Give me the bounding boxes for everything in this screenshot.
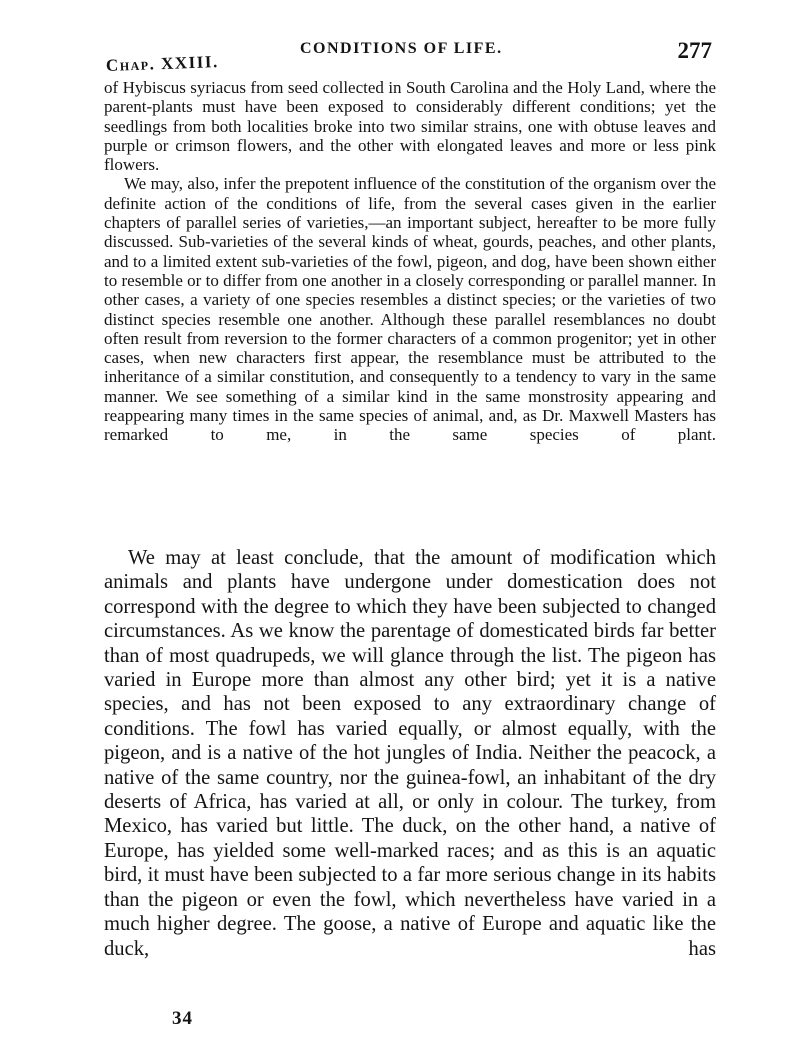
- paragraph-conclusion: We may at least conclude, that the amount of modification which animals and plants have undergone under domestication does not correspond with the degree to which they have been subjected to changed circumstances. As we know the parentage of domesticated birds far better than of most quadrupeds, we will glance through the list. The pigeon has varied in Europe more than almost any other bird; yet it is a native species, and has not been exposed to any extraordinary change of conditions. The fowl has varied equally, or almost equally, with the pigeon, and is a native of the hot jungles of India. Neither the peacock, a native of the same country, nor the guinea-fowl, an inhabitant of the dry deserts of Africa, has varied at all, or only in colour. The turkey, from Mexico, has varied but little. The duck, on the other hand, a native of Europe, has yielded some well-marked races; and as this is an aquatic bird, it must have been subjected to a far more serious change in its habits than the pigeon or even the fowl, which nevertheless have varied in a much higher degree. The goose, a native of Europe and aquatic like the duck, has: [104, 547, 716, 960]
- running-title: CONDITIONS OF LIFE.: [300, 40, 503, 57]
- page-number: 277: [677, 38, 712, 63]
- signature-mark: 34: [172, 1008, 193, 1029]
- chapter-label: Chap. XXIII.: [105, 52, 220, 75]
- main-text-block: [104, 546, 716, 961]
- paragraph-prepotent-influence: We may, also, infer the prepotent influence of the constitution of the organism over the definite action of the conditions of life, from the several cases given in the earlier chapters of parallel series of varieties,—an important subject, hereafter to be more fully discussed. Sub-varieties of the several kinds of wheat, gourds, peaches, and other plants, and to a limited extent sub-varieties of the fowl, pigeon, and dog, have been shown either to resemble or to differ from one another in a closely corresponding or parallel manner. In other cases, a variety of one species resembles a distinct species; or the varieties of two distinct species resemble one another. Although these parallel resemblances no doubt often result from reversion to the former characters of a common progenitor; yet in other cases, when new characters first appear, the resemblance must be attributed to the inheritance of a similar constitution, and consequently to a tendency to vary in the same manner. We see something of a similar kind in the same monstrosity appearing and reappearing many times in the same species of animal, and, as Dr. Maxwell Masters has remarked to me, in the same species of plant.: [104, 174, 716, 445]
- small-print-block: [104, 78, 716, 445]
- running-head: [104, 38, 716, 78]
- paragraph-hybiscus: of Hybiscus syriacus from seed collected in South Carolina and the Holy Land, where the parent-plants must have been exposed to considerably different conditions; yet the seedlings from both localities broke into two similar strains, one with obtuse leaves and purple or crimson flowers, and the other with elongated leaves and more or less pink flowers.: [104, 78, 716, 175]
